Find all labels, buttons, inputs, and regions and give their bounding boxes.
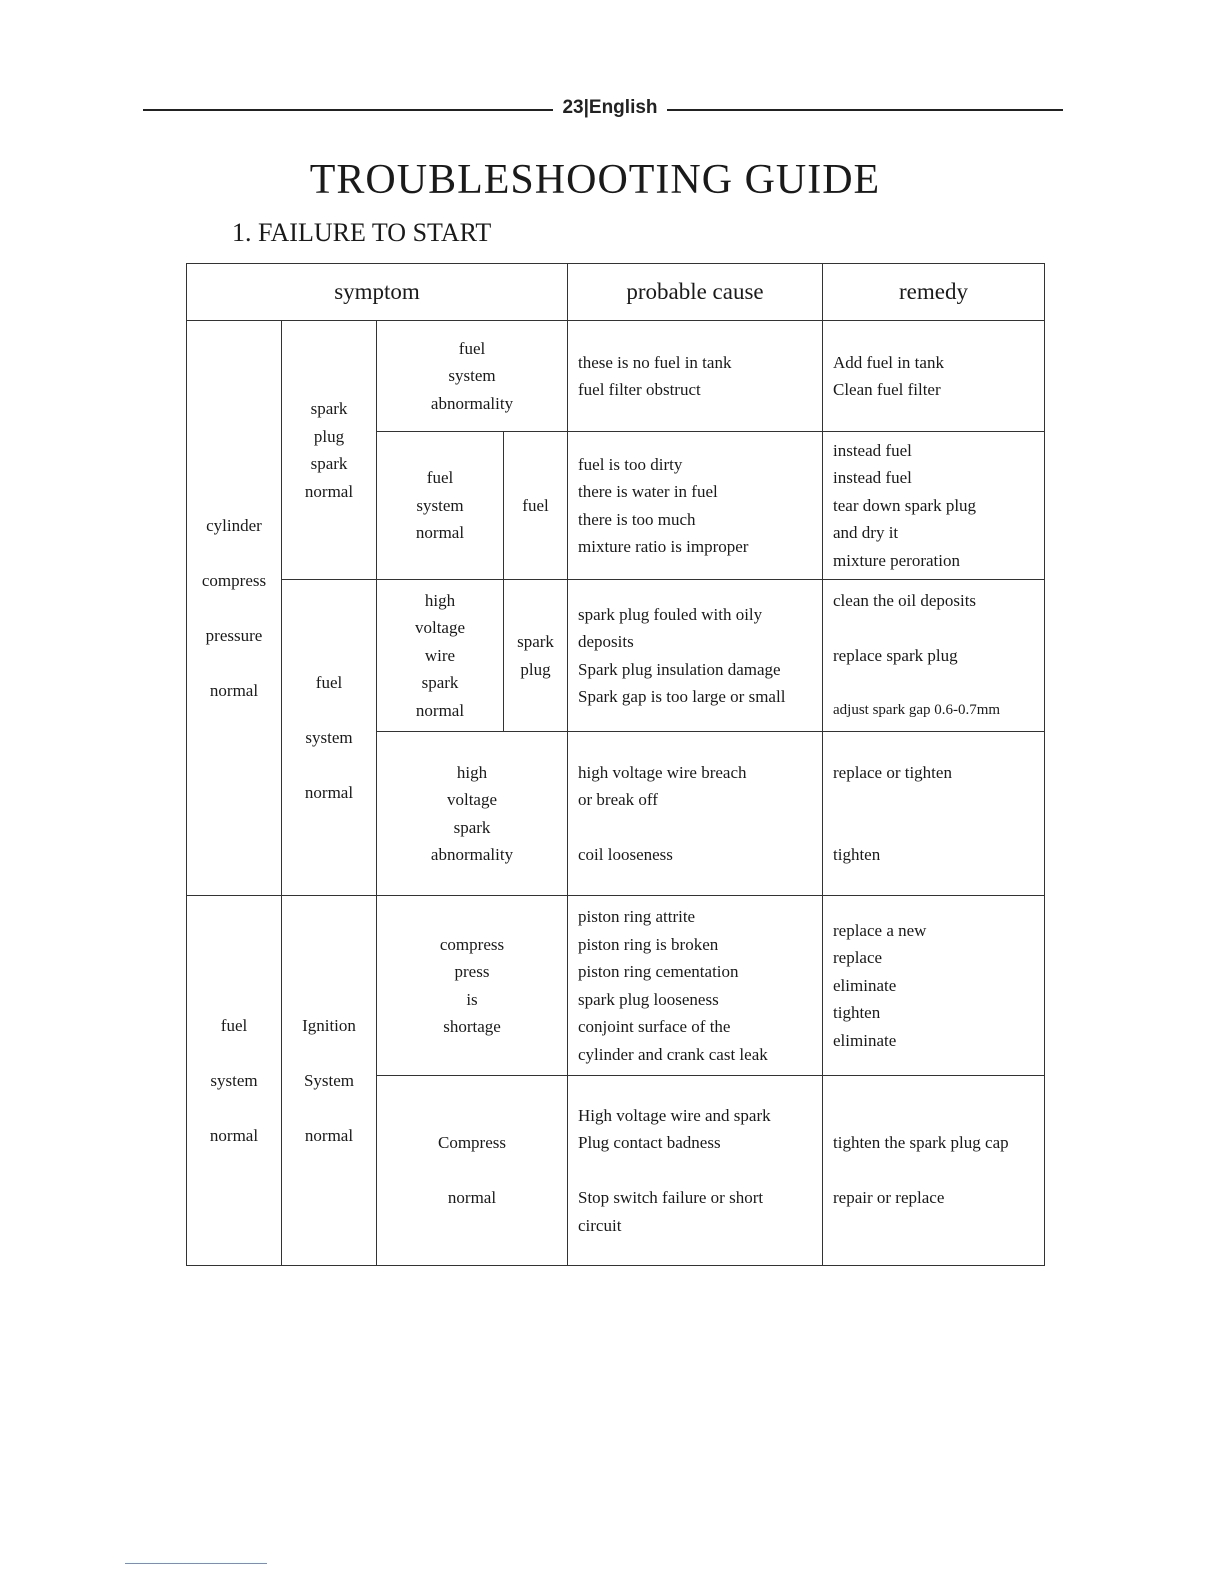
remedy-cell	[823, 321, 1045, 432]
group-label-line: compress	[201, 570, 267, 590]
cause-line: piston ring cementation	[578, 962, 739, 981]
remedy-line: tear down spark plug	[833, 495, 977, 515]
sub-label-line: spark	[310, 399, 348, 418]
symptom-line: plug	[520, 659, 551, 679]
cause-line: Spark gap is too large or small	[578, 687, 786, 706]
remedy-line: eliminate	[833, 1030, 897, 1050]
symptom-line: compress	[439, 934, 505, 954]
symptom-high-voltage-wire	[377, 580, 504, 732]
cause-line: Stop switch failure or short	[578, 1188, 764, 1208]
symptom-line: fuel	[426, 468, 454, 488]
table-row	[187, 896, 1045, 1076]
group-label-fuel-system-normal	[187, 896, 282, 1266]
cause-line: deposits	[578, 632, 634, 651]
symptom-line: high	[424, 590, 456, 610]
symptom-line: normal	[415, 523, 465, 543]
sub-label-line: plug	[313, 426, 345, 446]
remedy-header: remedy	[823, 264, 1045, 321]
remedy-line: tighten	[833, 845, 881, 864]
cause-line: piston ring attrite	[578, 907, 696, 926]
cause-line: spark plug looseness	[578, 989, 719, 1009]
troubleshooting-table	[186, 263, 1045, 1266]
symptom-line: wire	[424, 645, 456, 665]
cause-line: coil looseness	[578, 845, 673, 864]
header-rule-right	[667, 109, 1063, 111]
cause-line: spark plug fouled with oily	[578, 604, 763, 624]
cause-cell	[568, 321, 823, 432]
symptom-line: is	[466, 989, 478, 1009]
group-label-line: pressure	[205, 625, 263, 645]
remedy-line: replace or tighten	[833, 762, 952, 782]
symptom-line: abnormality	[430, 845, 514, 864]
cause-line: conjoint surface of the	[578, 1017, 731, 1036]
cause-line: Spark plug insulation damage	[578, 659, 781, 679]
symptom-detail-spark-plug	[504, 580, 568, 732]
page-title: TROUBLESHOOTING GUIDE	[309, 157, 881, 203]
cause-line: there is too much	[578, 509, 696, 529]
sub-label-ignition-system	[282, 896, 377, 1266]
remedy-line: eliminate	[833, 975, 897, 995]
remedy-line: repair or replace	[833, 1188, 945, 1208]
sub-label-line: System	[303, 1070, 355, 1090]
group-label-line: fuel	[220, 1015, 248, 1035]
sub-label-spark-plug	[282, 321, 377, 580]
header-rule-left	[143, 109, 553, 111]
sub-label-line: normal	[304, 1125, 354, 1145]
cause-line: or break off	[578, 790, 658, 809]
sub-label-line: Ignition	[302, 1015, 356, 1035]
symptom-line: spark	[517, 632, 554, 651]
remedy-line: replace spark plug	[833, 645, 958, 665]
sub-label-line: normal	[304, 782, 354, 802]
remedy-cell	[823, 432, 1045, 580]
cause-line: these is no fuel in tank	[578, 352, 732, 372]
group-label-line: normal	[209, 680, 259, 700]
symptom-line: normal	[415, 700, 465, 720]
symptom-line: high	[456, 762, 488, 782]
symptom-fuel-system-abnormality	[377, 321, 568, 432]
table-row	[187, 580, 1045, 732]
remedy-line: Clean fuel filter	[833, 380, 941, 399]
group-label-cylinder-compress	[187, 321, 282, 896]
group-label-line: system	[210, 1070, 258, 1090]
remedy-cell	[823, 1076, 1045, 1266]
table-row	[187, 321, 1045, 432]
remedy-line: replace	[833, 948, 883, 968]
symptom-line: system	[448, 366, 496, 386]
remedy-line: replace a new	[833, 920, 927, 940]
cause-line: cylinder and crank cast leak	[578, 1044, 768, 1064]
header-row	[187, 264, 1045, 321]
symptom-line: voltage	[446, 790, 498, 809]
symptom-line: Compress	[438, 1133, 506, 1153]
remedy-line: Add fuel in tank	[833, 352, 944, 372]
symptom-line: shortage	[443, 1017, 501, 1036]
sub-label-line: fuel	[315, 672, 343, 692]
remedy-line: tighten the spark plug cap	[833, 1133, 1009, 1153]
sub-label-line: normal	[304, 481, 354, 501]
cause-header: probable cause	[568, 264, 823, 321]
cause-cell	[568, 896, 823, 1076]
remedy-cell	[823, 732, 1045, 896]
symptom-line: spark	[421, 673, 459, 693]
cause-line: mixture ratio is improper	[578, 537, 749, 556]
remedy-line: instead fuel	[833, 468, 912, 488]
sub-label-fuel-system	[282, 580, 377, 896]
remedy-line: adjust spark gap 0.6-0.7mm	[833, 701, 1001, 718]
group-label-line: cylinder	[206, 515, 262, 535]
corner-mark	[125, 1563, 267, 1564]
page-number: 23|English	[562, 97, 658, 118]
symptom-compress-normal	[377, 1076, 568, 1266]
symptom-line: normal	[447, 1188, 497, 1208]
cause-line: fuel is too dirty	[578, 454, 683, 474]
cause-line: Plug contact badness	[578, 1133, 721, 1153]
cause-cell	[568, 580, 823, 732]
remedy-line: mixture peroration	[833, 550, 960, 570]
cause-line: there is water in fuel	[578, 482, 718, 501]
cause-line: fuel filter obstruct	[578, 380, 701, 399]
symptom-line: spark	[453, 817, 491, 837]
remedy-line: and dry it	[833, 523, 899, 543]
symptom-high-voltage-spark-abnormality	[377, 732, 568, 896]
symptom-compress-press-shortage	[377, 896, 568, 1076]
cause-line: piston ring is broken	[578, 934, 719, 954]
symptom-fuel-system-normal	[377, 432, 504, 580]
symptom-line: abnormality	[430, 393, 514, 413]
remedy-line: tighten	[833, 1003, 881, 1023]
cause-line: high voltage wire breach	[578, 762, 747, 782]
remedy-line: instead fuel	[833, 440, 912, 460]
section-heading: 1. FAILURE TO START	[232, 218, 492, 247]
group-label-line: normal	[209, 1125, 259, 1145]
symptom-line: fuel	[458, 338, 486, 358]
sub-label-line: spark	[310, 454, 348, 473]
sub-label-line: system	[305, 727, 353, 747]
remedy-cell	[823, 580, 1045, 732]
symptom-header: symptom	[187, 264, 568, 321]
remedy-line: clean the oil deposits	[833, 590, 977, 610]
cause-cell	[568, 432, 823, 580]
remedy-cell	[823, 896, 1045, 1076]
symptom-line: press	[454, 962, 490, 981]
symptom-line: voltage	[414, 618, 466, 638]
symptom-line: system	[416, 495, 464, 515]
cause-line: circuit	[578, 1215, 622, 1235]
symptom-detail-fuel: fuel	[504, 432, 568, 580]
cause-line: High voltage wire and spark	[578, 1105, 771, 1125]
cause-cell	[568, 1076, 823, 1266]
cause-cell	[568, 732, 823, 896]
